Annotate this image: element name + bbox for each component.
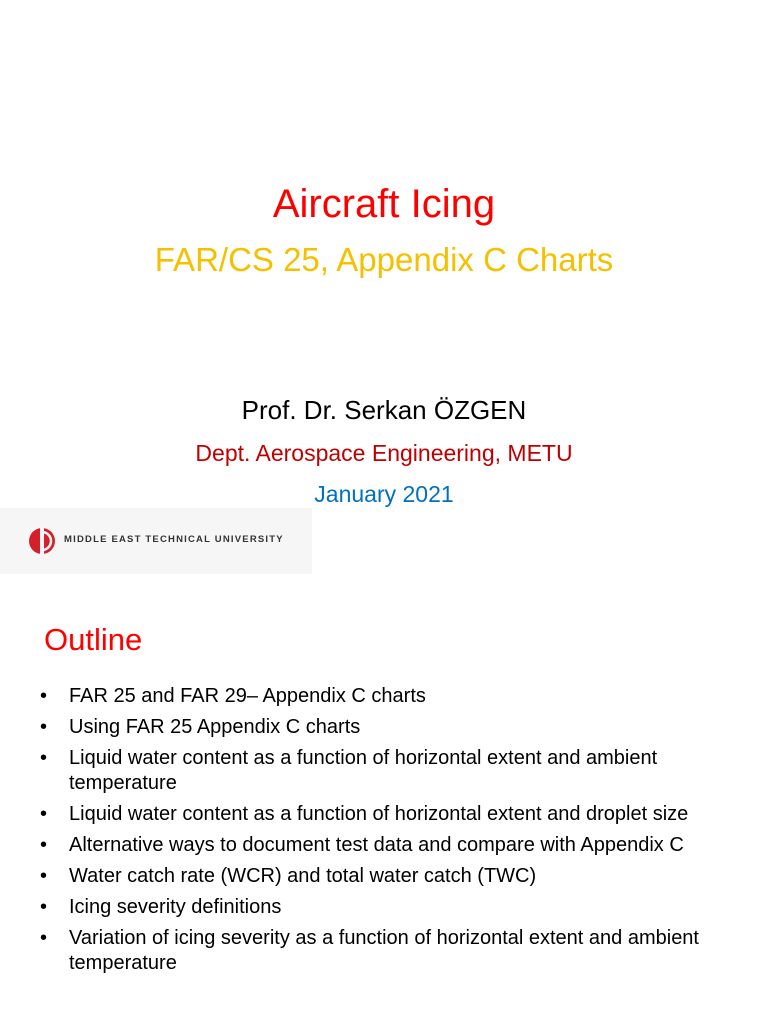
list-item — [40, 926, 760, 976]
metu-logo-icon — [28, 527, 56, 555]
list-item — [40, 715, 760, 740]
bullet-glyph: • — [40, 685, 48, 707]
bullet-text: Liquid water content as a function of horizontal extent and droplet size — [69, 803, 689, 825]
author-name: Prof. Dr. Serkan ÖZGEN — [241, 395, 527, 425]
bullet-glyph: • — [40, 716, 48, 738]
outline-heading: Outline — [44, 622, 143, 657]
bullet-text: Using FAR 25 Appendix C charts — [69, 716, 361, 738]
logo-text: MIDDLE EAST TECHNICAL UNIVERSITY — [64, 534, 284, 545]
bullet-glyph: • — [40, 803, 48, 825]
outline-bullet-list — [40, 684, 760, 982]
university-logo — [0, 508, 312, 574]
bullet-text: Variation of icing severity as a function of horizontal extent and ambient temperature — [69, 927, 699, 974]
bullet-text: Water catch rate (WCR) and total water catch (TWC) — [69, 865, 537, 887]
bullet-glyph: • — [40, 896, 48, 918]
slide-title: Aircraft Icing — [272, 182, 496, 226]
bullet-text: Icing severity definitions — [69, 896, 282, 918]
bullet-text: FAR 25 and FAR 29– Appendix C charts — [69, 685, 426, 707]
presentation-date: January 2021 — [314, 481, 454, 507]
department-name: Dept. Aerospace Engineering, METU — [195, 440, 573, 466]
list-item — [40, 864, 760, 889]
list-item — [40, 746, 760, 796]
bullet-glyph: • — [40, 927, 48, 949]
bullet-glyph: • — [40, 747, 48, 769]
list-item — [40, 802, 760, 827]
bullet-glyph: • — [40, 834, 48, 856]
slide-subtitle: FAR/CS 25, Appendix C Charts — [154, 241, 614, 278]
bullet-text: Liquid water content as a function of horizontal extent and ambient temperature — [69, 747, 658, 794]
list-item — [40, 833, 760, 858]
bullet-glyph: • — [40, 865, 48, 887]
bullet-text: Alternative ways to document test data and compare with Appendix C — [69, 834, 684, 856]
list-item — [40, 684, 760, 709]
list-item — [40, 895, 760, 920]
